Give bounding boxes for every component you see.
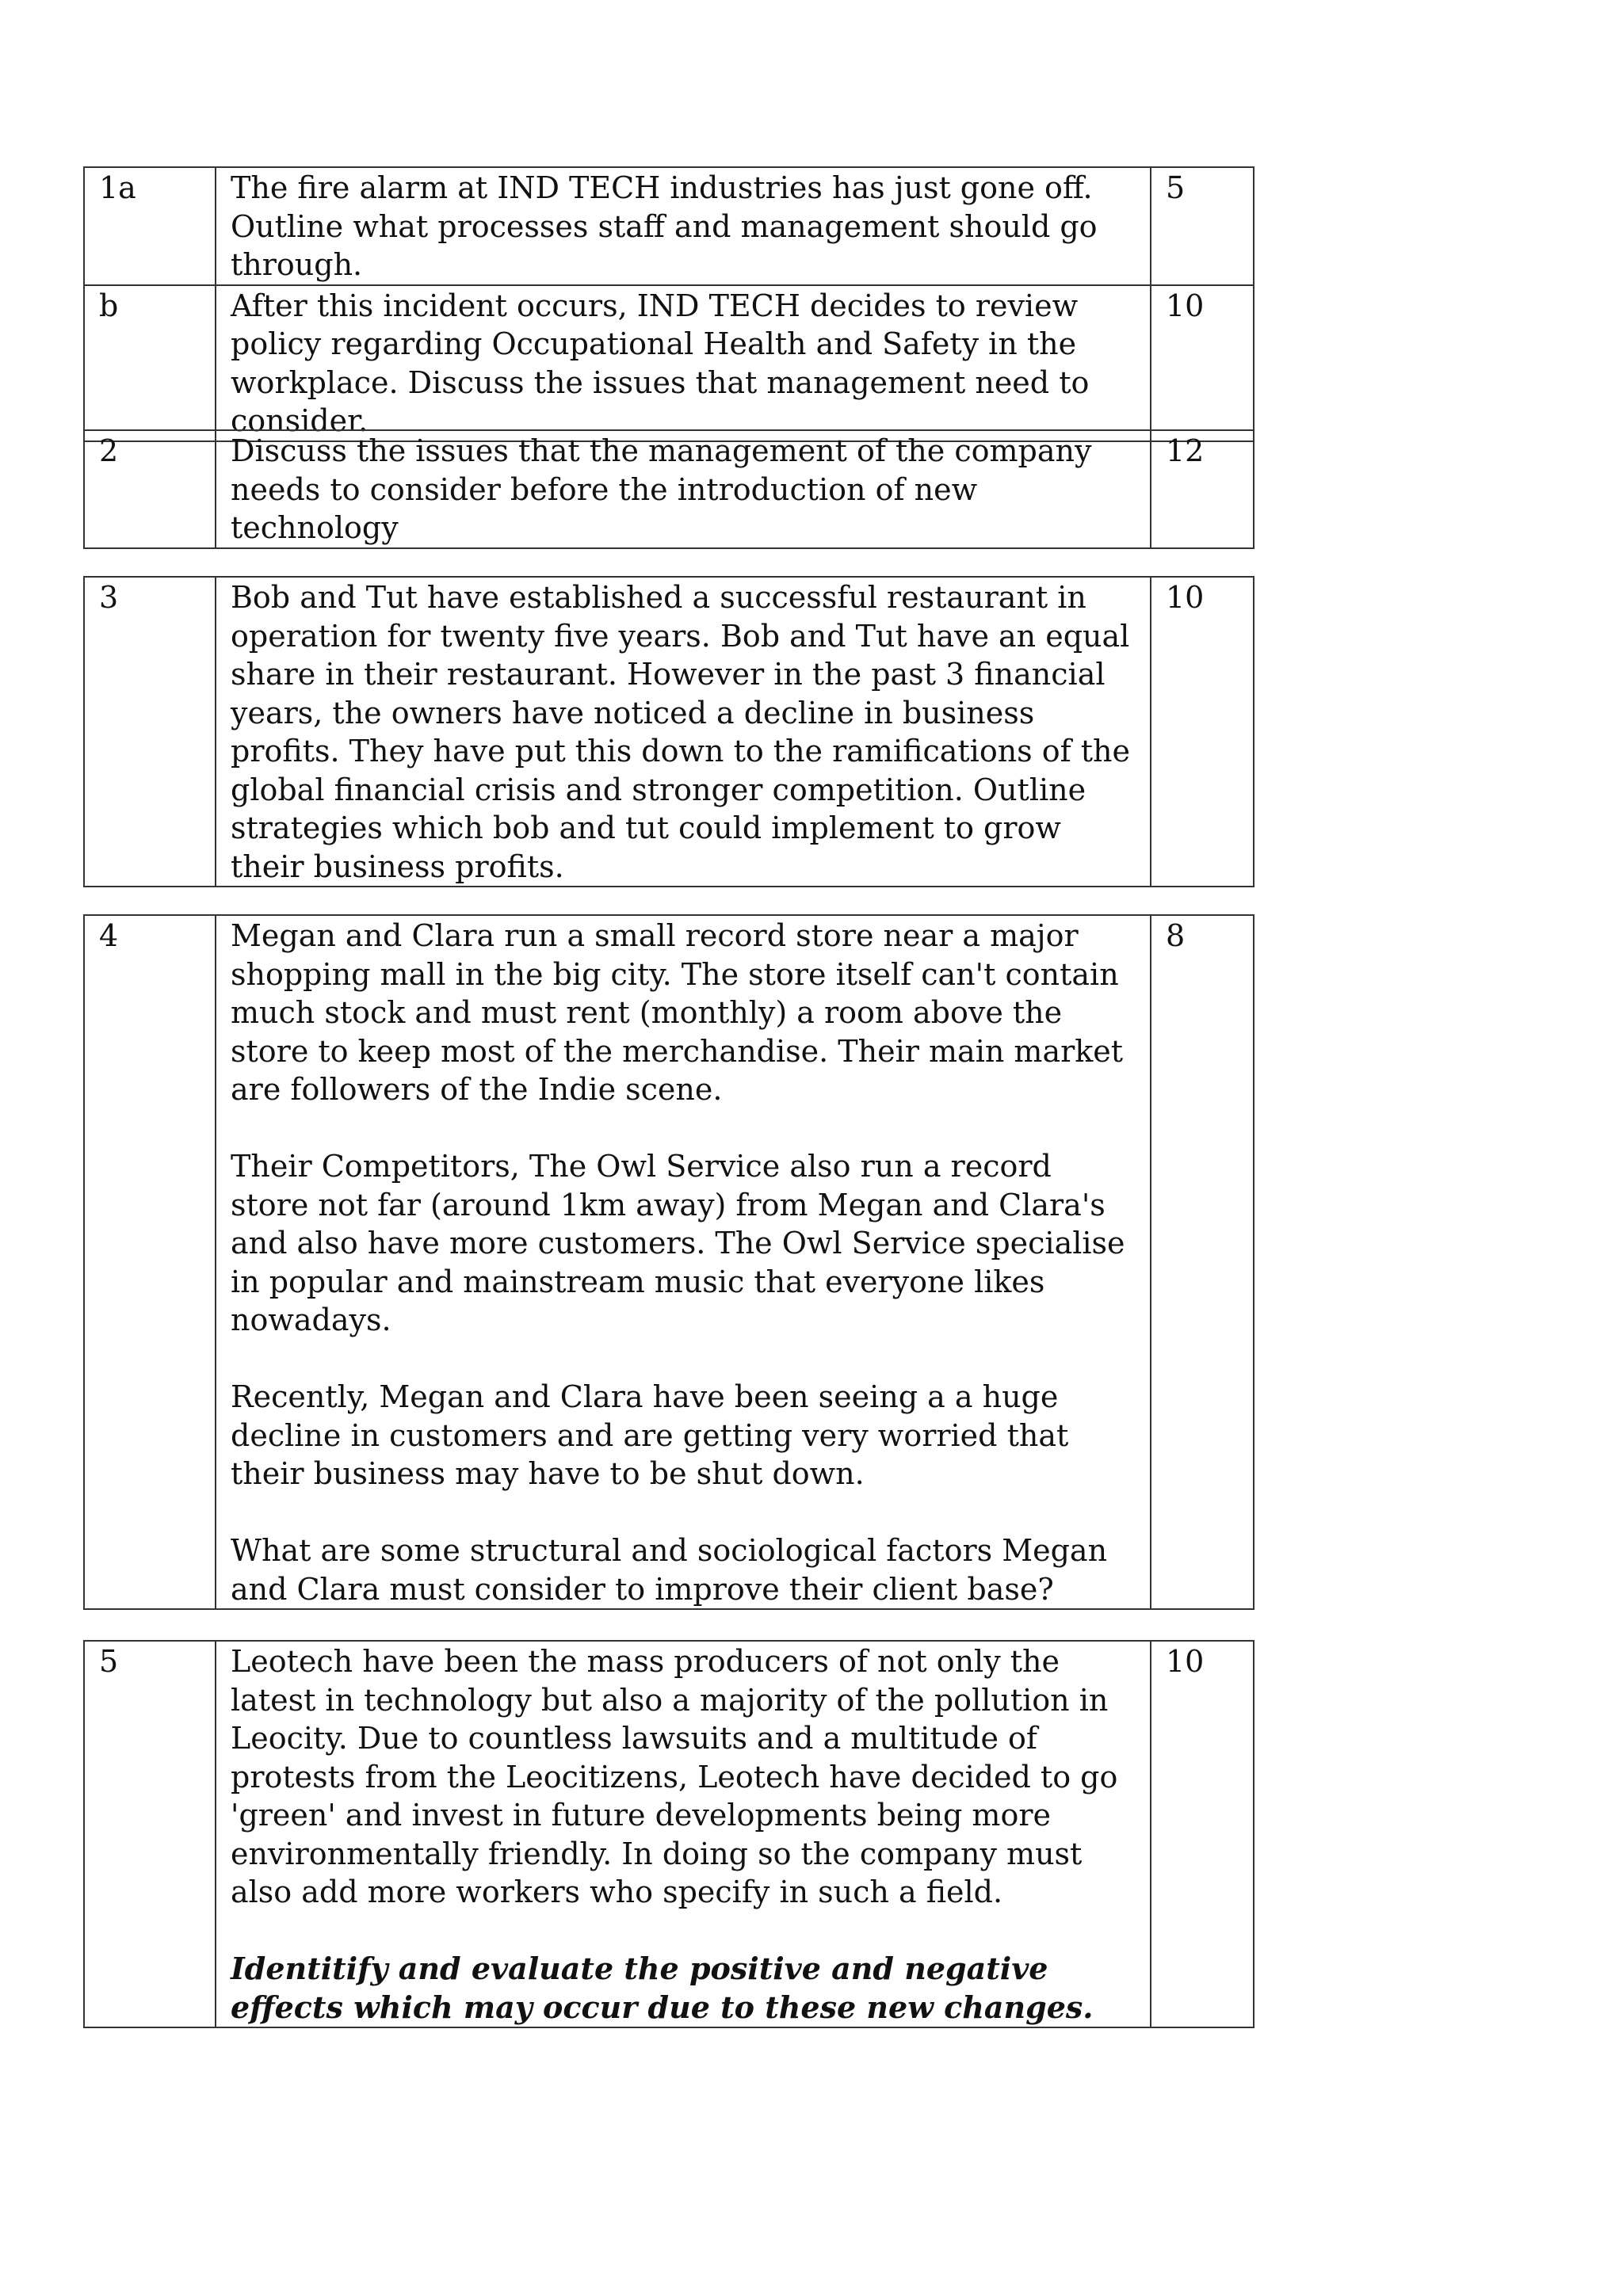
question-text: [216, 1641, 1151, 2027]
question-text: [216, 430, 1151, 548]
question-paragraph: Leotech have been the mass producers of not only the latest in technology but also a majority of the pollution in Leocity. Due to countless lawsuits and a multitude of protests from the Leocitizens, Leotech have decided to go 'green' and invest in future developments being more environmentally friendly. In doing so the company must also add more workers who specify in such a field.: [231, 1644, 1128, 1909]
table-row: [84, 167, 1254, 285]
question-number: 2: [84, 430, 216, 548]
question-marks: 8: [1151, 915, 1254, 1609]
question-paragraph: Megan and Clara run a small record store near a major shopping mall in the big city. The store itself can't contain much stock and must rent (monthly) a room above the store to keep most of the merchandise. Their main market are followers of the Indie scene.: [231, 918, 1133, 1107]
question-text: [216, 285, 1151, 441]
question-table-3: [83, 576, 1254, 887]
question-table-2: [83, 429, 1254, 549]
question-paragraph: Their Competitors, The Owl Service also run a record store not far (around 1km away) from Megan and Clara's and also have more customers. The Owl Service specialise in popular and mainstream music that everyone likes nowadays.: [231, 1149, 1135, 1337]
question-marks: 5: [1151, 167, 1254, 285]
question-marks: 10: [1151, 577, 1254, 887]
question-number: 5: [84, 1641, 216, 2027]
question-table-1: [83, 166, 1254, 442]
question-paragraph: After this incident occurs, IND TECH decides to review policy regarding Occupational Health and Safety in the workplace. Discuss the issues that management need to consider.: [231, 288, 1099, 438]
question-paragraph: The fire alarm at IND TECH industries has just gone off. Outline what processes staff and management should go through.: [231, 170, 1107, 282]
question-paragraph: What are some structural and sociological factors Megan and Clara must consider to improve their client base?: [231, 1533, 1117, 1607]
question-number: b: [84, 285, 216, 441]
question-number: 4: [84, 915, 216, 1609]
question-instruction: Identitify and evaluate the positive and negative effects which may occur due to these new changes.: [231, 1951, 1094, 2025]
question-paragraph: Discuss the issues that the management of the company needs to consider before the introduction of new technology: [231, 433, 1102, 545]
question-text: [216, 577, 1151, 887]
question-marks: 10: [1151, 285, 1254, 441]
question-table-4: [83, 914, 1254, 1610]
table-row: [84, 285, 1254, 441]
question-paragraph: Recently, Megan and Clara have been seeing a a huge decline in customers and are getting very worried that their business may have to be shut down.: [231, 1379, 1079, 1491]
table-row: [84, 915, 1254, 1609]
question-marks: 12: [1151, 430, 1254, 548]
question-number: 3: [84, 577, 216, 887]
table-row: [84, 1641, 1254, 2027]
question-text: [216, 915, 1151, 1609]
question-table-5: [83, 1640, 1254, 2028]
table-row: [84, 577, 1254, 887]
question-text: [216, 167, 1151, 285]
question-number: 1a: [84, 167, 216, 285]
table-row: [84, 430, 1254, 548]
question-paragraph: Bob and Tut have established a successful restaurant in operation for twenty five years. Bob and Tut have an equal share in their restaurant. However in the past 3 financial years, the owners have noticed a decline in business profits. They have put this down to the ramifications of the global financial crisis and stronger competition. Outline strategies which bob and tut could implement to grow their business profits.: [231, 580, 1140, 884]
question-marks: 10: [1151, 1641, 1254, 2027]
